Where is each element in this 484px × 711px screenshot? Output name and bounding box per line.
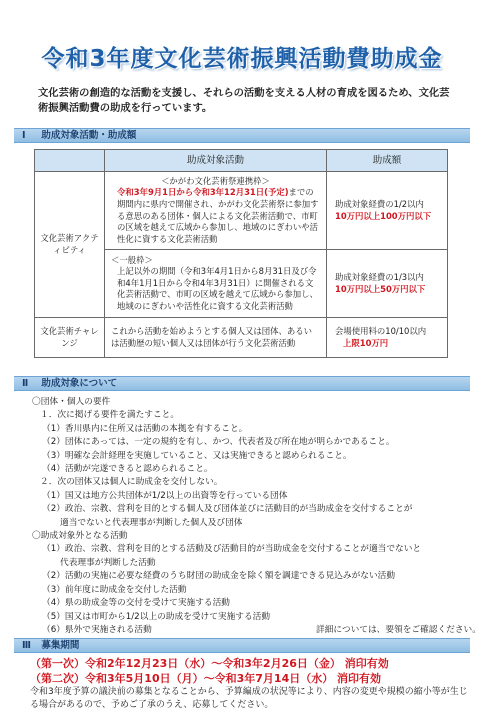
period-second: （第二次）令和3年5月10日（月）～令和3年7月14日（水） 消印有効 [30, 672, 382, 685]
amount-cell-general [327, 250, 448, 318]
general-body: 上記以外の期間（令和3年4月1日から8月31日及び令和4年1月1日から令和4年3月31日）に開催される文化芸術活動で、市町の区域を越えて広域から参加し、地域のにぎわいや活性化に資する文化芸術活動 [117, 266, 318, 311]
eligibility-line: （5）国又は市町から1/2以上の助成を受けて実施する活動 [42, 611, 271, 622]
eligibility-line: （1）政治、宗教、営利を目的とする活動及び活動目的が当助成金を交付することが適当でないと [42, 544, 422, 555]
general-amount-rate: 助成対象経費の1/3以内 [335, 271, 424, 282]
table-row [35, 318, 448, 358]
eligibility-line: ２．次の団体又は個人に助成金を交付しない。 [40, 477, 223, 488]
title-area [0, 40, 484, 73]
collab-period: 令和3年9月1日から令和3年12月31日(予定) [117, 187, 289, 198]
budget-note: 令和3年度予算の議決前の募集となることから、予算編成の状況等により、内容の変更や規模の縮小等が生じる場合があるので、予めご了承のうえ、応募してください。 [30, 687, 468, 710]
general-heading: ＜一般枠＞ [111, 254, 153, 265]
eligibility-section [32, 396, 481, 637]
challenge-amount-cap: 上限10万円 [343, 337, 389, 348]
eligibility-line: 〇助成対象外となる活動 [32, 531, 128, 542]
row-category-activity: 文化芸術アクティビティ [35, 172, 105, 318]
section-label: 募集期間 [41, 640, 80, 651]
eligibility-line: （2）政治、宗教、営利を目的とする個人及び団体並びに活動目的が当助成金を交付することが [42, 504, 413, 515]
section-label: 助成対象について [41, 378, 118, 389]
eligibility-line: （1）香川県内に住所又は活動の本拠を有すること。 [42, 423, 248, 434]
table-header-row [35, 150, 448, 172]
table-header-blank [35, 150, 105, 172]
collab-heading: ＜かがわ文化芸術祭連携枠＞ [161, 175, 270, 186]
section-header-2 [14, 376, 470, 391]
eligibility-line: 〇団体・個人の要件 [32, 397, 111, 407]
section-number: Ⅲ [22, 640, 31, 651]
challenge-body: これから活動を始めようとする個人又は団体、あるいは活動歴の短い個人又は団体が行う文化芸術活動 [105, 318, 327, 358]
table-row [35, 172, 448, 250]
table-header-activity: 助成対象活動 [105, 150, 327, 172]
details-note: 詳細については、要領をご確認ください。 [316, 624, 481, 635]
eligibility-line [32, 624, 481, 637]
row-category-challenge: 文化芸術チャレンジ [35, 318, 105, 358]
eligibility-line: （1）国又は地方公共団体が1/2以上の出資等を行っている団体 [42, 490, 288, 501]
eligibility-line: （4）活動が完遂できると認められること。 [42, 464, 213, 475]
collab-description: までの期間内に県内で開催され、かがわ文化芸術祭に参加する意思のある団体・個人による文化芸術活動で、市町の区域を越えて広域から参加し、地域のにぎわいや活性化に資する文化芸術活動 [117, 187, 319, 244]
challenge-amount-rate: 会場使用料の10/10以内 [335, 325, 427, 336]
eligibility-line: （3）前年度に助成金を交付した活動 [42, 584, 187, 595]
eligibility-line: （3）明確な会計経理を実施していること、又は実施できると認められること。 [42, 450, 352, 461]
amount-cell-challenge [327, 318, 448, 358]
eligibility-line: 適当でないと代表理事が判断した個人及び団体 [60, 517, 243, 528]
eligibility-line: １．次に掲げる要件を満たすこと。 [40, 410, 179, 421]
amount-cell-collab [327, 172, 448, 250]
collab-amount-range: 10万円以上100万円以下 [335, 210, 432, 221]
application-period [30, 656, 470, 686]
eligibility-line: （4）県の助成金等の交付を受けて実施する活動 [42, 598, 230, 609]
eligibility-line: （2）団体にあっては、一定の規約を有し、かつ、代表者及び所在地が明らかであること。 [42, 437, 395, 448]
activity-cell-general [105, 250, 327, 318]
table-header-amount: 助成額 [327, 150, 448, 172]
section-label: 助成対象活動・助成額 [41, 130, 137, 141]
eligibility-line-text: （6）県外で実施される活動 [42, 624, 152, 635]
general-amount-range: 10万円以上50万円以下 [335, 283, 426, 294]
section-header-3 [14, 638, 470, 653]
grant-table [34, 149, 448, 358]
collab-body [111, 187, 320, 245]
period-first: （第一次）令和2年12月23日（水）～令和3年2月26日（金） 消印有効 [30, 657, 389, 670]
page-title: 令和3年度文化芸術振興活動費助成金 [41, 46, 443, 72]
intro-text: 文化芸術の創造的な活動を支援し、それらの活動を支える人材の育成を図るため、文化芸術振興活動費の助成を行っています。 [38, 87, 450, 114]
eligibility-line: （2）活動の実施に必要な経費のうち財団の助成金を除く額を調達できる見込みがない活動 [42, 571, 396, 582]
eligibility-line: 代表理事が判断した活動 [60, 557, 156, 568]
section-number: Ⅰ [22, 130, 26, 141]
section-header-1 [14, 128, 470, 143]
activity-cell-collab [105, 172, 327, 250]
section-number: Ⅱ [22, 378, 29, 389]
collab-amount-rate: 助成対象経費の1/2以内 [335, 198, 424, 209]
